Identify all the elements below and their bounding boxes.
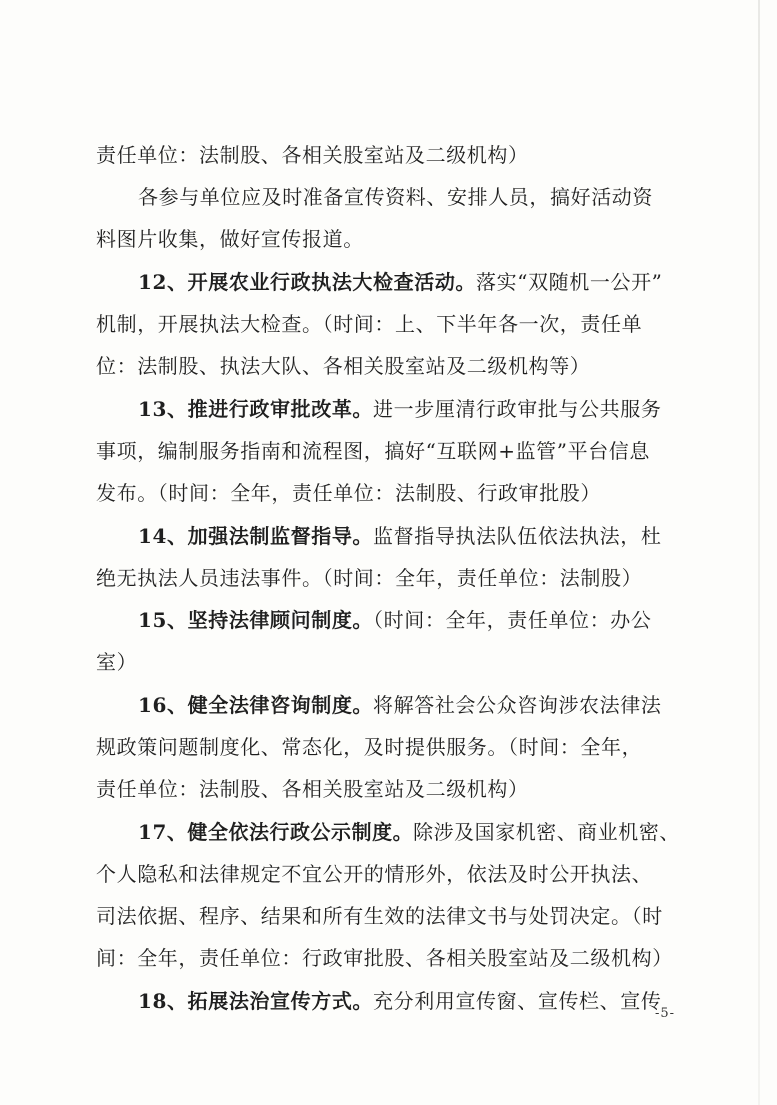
text-line: 事项，编制服务指南和流程图，搞好“互联网+监管”平台信息 — [96, 439, 651, 463]
text-line: 各参与单位应及时准备宣传资料、安排人员，搞好活动资 — [138, 185, 653, 209]
text-line: 机制，开展执法大检查。（时间：上、下半年各一次，责任单 — [96, 312, 643, 336]
text-line: 13、推进行政审批改革。进一步厘清行政审批与公共服务 — [138, 397, 662, 421]
item-heading: 12、开展农业行政执法大检查活动。 — [138, 270, 477, 294]
text-line: 位：法制股、执法大队、各相关股室站及二级机构等） — [96, 354, 591, 378]
text-line: 料图片收集，做好宣传报道。 — [96, 227, 364, 251]
text-line: 14、加强法制监督指导。监督指导执法队伍依法执法，杜 — [138, 524, 662, 548]
text-line: 发布。（时间：全年，责任单位：法制股、行政审批股） — [96, 481, 601, 505]
text-line: 16、健全法律咨询制度。将解答社会公众咨询涉农法律法 — [138, 693, 662, 717]
text-line: 司法依据、程序、结果和所有生效的法律文书与处罚决定。（时 — [96, 904, 663, 928]
text-line: 15、坚持法律顾问制度。（时间：全年，责任单位：办公 — [138, 608, 652, 632]
page-number: -5- — [655, 1006, 676, 1021]
text-line: 责任单位：法制股、各相关股室站及二级机构） — [96, 777, 529, 801]
item-heading: 16、健全法律咨询制度。 — [138, 693, 374, 717]
text-line: 12、开展农业行政执法大检查活动。落实“双随机一公开” — [138, 270, 663, 294]
text-line: 责任单位：法制股、各相关股室站及二级机构） — [96, 143, 529, 167]
item-heading: 15、坚持法律顾问制度。 — [138, 608, 374, 632]
text-line: 绝无执法人员违法事件。（时间：全年，责任单位：法制股） — [96, 566, 643, 590]
item-heading: 18、拓展法治宣传方式。 — [138, 989, 374, 1013]
text-line: 17、健全依法行政公示制度。除涉及国家机密、商业机密、 — [138, 820, 680, 844]
item-heading: 14、加强法制监督指导。 — [138, 524, 374, 548]
text-line: 规政策问题制度化、常态化，及时提供服务。（时间：全年， — [96, 735, 643, 759]
text-line: 18、拓展法治宣传方式。充分利用宣传窗、宣传栏、宣传 — [138, 989, 662, 1013]
item-heading: 17、健全依法行政公示制度。 — [138, 820, 414, 844]
text-line: 间：全年，责任单位：行政审批股、各相关股室站及二级机构） — [96, 946, 673, 970]
text-line: 室） — [96, 650, 138, 674]
text-line: 个人隐私和法律规定不宜公开的情形外，依法及时公开执法、 — [96, 862, 653, 886]
item-heading: 13、推进行政审批改革。 — [138, 397, 374, 421]
